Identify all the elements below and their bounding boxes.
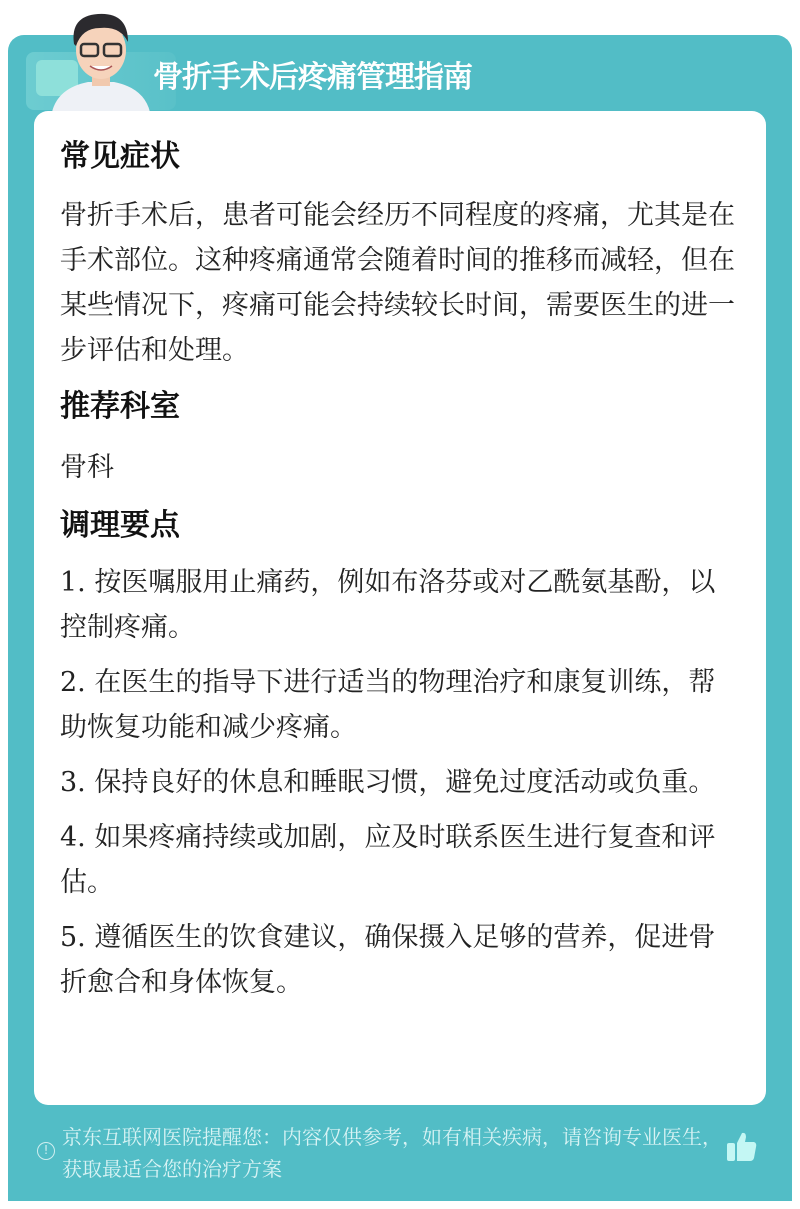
care-item bbox=[60, 660, 740, 750]
thumbs-up-icon[interactable] bbox=[726, 1130, 758, 1162]
item-text: 按医嘱服用止痛药，例如布洛芬或对乙酰氨基酚，以控制疼痛。 bbox=[60, 567, 716, 643]
item-text: 在医生的指导下进行适当的物理治疗和康复训练，帮助恢复功能和减少疼痛。 bbox=[60, 667, 716, 743]
symptoms-heading: 常见症状 bbox=[60, 139, 180, 174]
department-section bbox=[60, 383, 740, 490]
item-number: 5. bbox=[60, 922, 86, 953]
content-card bbox=[34, 111, 766, 1105]
item-number: 4. bbox=[60, 822, 86, 853]
symptoms-section bbox=[60, 133, 740, 373]
item-text: 如果疼痛持续或加剧，应及时联系医生进行复查和评估。 bbox=[60, 822, 716, 898]
care-item bbox=[60, 815, 740, 905]
item-number: 1. bbox=[60, 567, 86, 598]
care-item bbox=[60, 760, 740, 805]
care-item bbox=[60, 560, 740, 650]
doctor-avatar bbox=[48, 8, 154, 112]
disclaimer-text: 京东互联网医院提醒您：内容仅供参考，如有相关疾病，请咨询专业医生，获取最适合您的治疗方案 bbox=[62, 1125, 722, 1181]
item-text: 遵循医生的饮食建议，确保摄入足够的营养，促进骨折愈合和身体恢复。 bbox=[60, 922, 716, 998]
symptoms-text: 骨折手术后，患者可能会经历不同程度的疼痛，尤其是在手术部位。这种疼痛通常会随着时间的推移而减轻，但在某些情况下，疼痛可能会持续较长时间，需要医生的进一步评估和处理。 bbox=[60, 200, 735, 366]
item-number: 2. bbox=[60, 667, 86, 698]
item-text: 保持良好的休息和睡眠习惯，避免过度活动或负重。 bbox=[94, 767, 716, 798]
care-heading: 调理要点 bbox=[60, 508, 180, 543]
info-icon: ! bbox=[37, 1142, 55, 1160]
page-title: 骨折手术后疼痛管理指南 bbox=[153, 60, 472, 95]
care-section bbox=[60, 502, 740, 1005]
care-item bbox=[60, 915, 740, 1005]
department-text: 骨科 bbox=[60, 452, 114, 483]
item-number: 3. bbox=[60, 767, 86, 798]
department-heading: 推荐科室 bbox=[60, 389, 180, 424]
